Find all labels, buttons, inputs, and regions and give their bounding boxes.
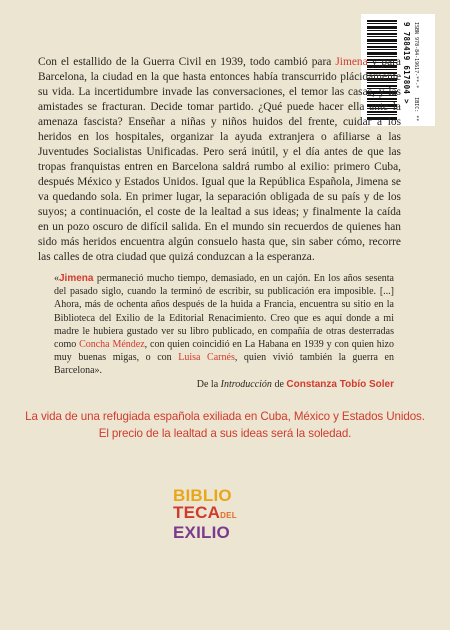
introduction-quote: «Jimena permaneció mucho tiempo, demasiado, en un cajón. En los años sesenta del pasado siglo, cuando la terminó de escribir, su publicación era imposible. [...] Ahora, más de ochenta años después de la huida a Francia, encuentra su sitio en la Biblioteca del Exilio de la Editorial Renacimiento. Creo que es aquí donde a mi madre le hubiera gustado ver su libro publicado, en compañía de otras desterradas como Concha Méndez, con quien coincidió en La Habana en 1939 y con quien hizo muy buenas migas, o con Luisa Carnés, quien vivió también la guerra en Barcelona». De la Introducción de Constanza Tobío Soler	[54, 273, 394, 390]
logo-line-2-small: DEL	[220, 511, 237, 520]
barcode-digits: 9 788419 617804 >	[402, 22, 411, 104]
tagline-line-1: La vida de una refugiada española exiliada en Cuba, México y Estados Unidos.	[25, 410, 425, 423]
quote-name-luisa: Luisa Carnés	[178, 352, 235, 364]
biblioteca-del-exilio-logo	[173, 487, 283, 541]
logo-line-1: BIBLIO	[173, 486, 232, 505]
tagline	[24, 408, 426, 442]
synopsis-text: Con el estallido de la Guerra Civil en 1939, todo cambió para Jimena y para Barcelona, la ciudad en la que hasta entonces había transcurrido plácidamente su vida. La incertidumbre invade las conversaciones, el temor las casas, y las amistades se fracturan. Decide tomar partido. ¿Qué puede hacer ella ante la amenaza fascista? Enseñar a niñas y niños huidos del frente, cuidar a los heridos en los hospitales, organizar la ayuda extranjera o afiliarse a las Juventudes Socialistas Unificadas. Pero será inútil, y el día antes de que las tropas franquistas entren en Barcelona saldrá rumbo al exilio: primero Cuba, después México y Estados Unidos. Igual que la República Española, Jimena se va quedando sola. En primer lugar, la separación obligada de su país y de los suyos; a continuación, el coste de la lealtad a sus ideas; y finalmente la caída en un pozo oscuro de difícil salida. En el mundo sin recuerdos de quienes han sido más heridos encuentra algún consuelo hasta que, sin saber cómo, recorre las calles de otra ciudad que quizá conduzcan a la esperanza.	[38, 56, 401, 263]
quote-book-title: Jimena	[59, 273, 94, 284]
protagonist-name: Jimena	[335, 56, 368, 68]
logo-line-3: EXILIO	[173, 523, 230, 542]
logo-line-2: TECA	[173, 503, 221, 522]
tagline-line-2: El precio de la lealtad a sus ideas será la soledad.	[98, 427, 352, 440]
quote-attribution: De la Introducción de Constanza Tobío Soler	[196, 378, 394, 390]
isbn-code: ISBN 978-84-19617-**-* IBIC: **	[413, 22, 419, 122]
quote-name-concha: Concha Méndez	[79, 339, 145, 351]
